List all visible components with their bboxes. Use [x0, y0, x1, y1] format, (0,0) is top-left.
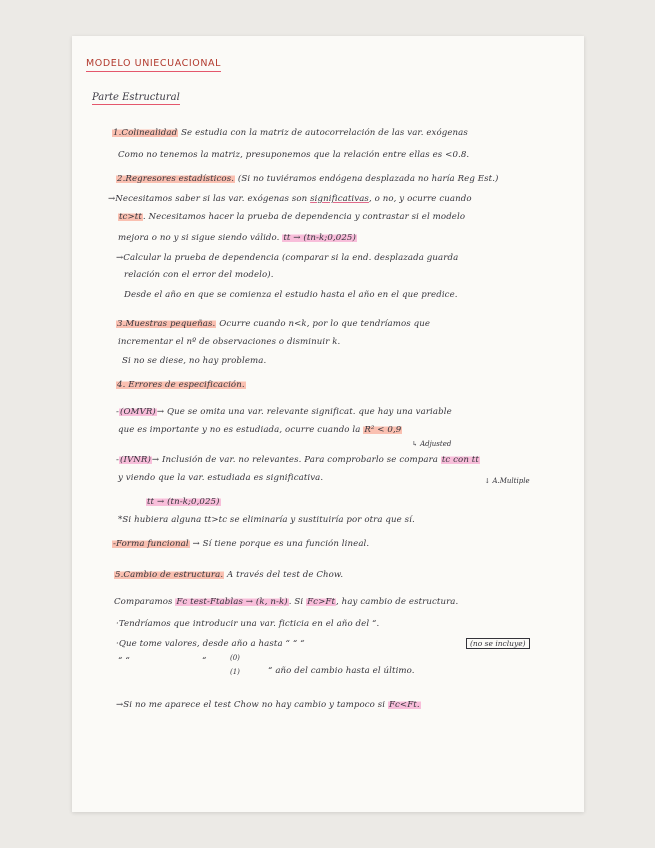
s5-heading: 5.Cambio de estructura.: [115, 570, 224, 580]
s4-line8: [112, 539, 369, 549]
s1-heading: 1.Colinealidad: [113, 128, 178, 138]
s5-value-0: (0): [230, 654, 240, 662]
notebook-page: [72, 36, 584, 812]
s2-line4: →Calcular la prueba de dependencia (comparar si la end. desplazada guarda: [116, 253, 459, 263]
s2-line1: [108, 194, 472, 204]
s4-omvr: (OMVR): [120, 407, 156, 417]
s4-l1a: -: [116, 407, 120, 417]
s4-line2: [118, 425, 402, 435]
s4-forma-funcional: -Forma funcional: [113, 539, 189, 549]
s2-line0: [116, 174, 499, 184]
s5-line2: [114, 597, 458, 607]
s5-line4: ·Que tome valores, desde año a hasta “ “ “: [116, 639, 305, 649]
s5-line6: “ año del cambio hasta el último.: [268, 666, 415, 676]
s4-line5: y viendo que la var. estudiada es significativa.: [118, 473, 324, 483]
s5-no-se-incluye-box: (no se incluye): [466, 638, 530, 649]
s4-heading-line: [116, 380, 246, 390]
s2-rest: (Si no tuviéramos endógena desplazada no haría Reg Est.): [237, 174, 499, 184]
s4-line6: [146, 497, 221, 507]
s5-l2c: . Si: [288, 597, 307, 607]
s2-l2b: . Necesitamos hacer la prueba de dependencia y contrastar si el modelo: [142, 212, 466, 222]
s2-l1c: , o no, y ocurre cuando: [368, 194, 472, 204]
s4-l4a: -: [116, 455, 120, 465]
s2-tc-gt-tt: tc>tt: [119, 212, 142, 222]
s5-fc-lt-ft: Fc<Ft.: [388, 700, 420, 710]
s5-l2e: , hay cambio de estructura.: [336, 597, 459, 607]
s3-line1: [116, 319, 430, 329]
s1-line1: [112, 128, 468, 138]
s2-heading: 2.Regresores estadísticos.: [117, 174, 235, 184]
s4-l1c: → Que se omita una var. relevante significat. que hay una variable: [156, 407, 452, 417]
s2-line2: [118, 212, 465, 222]
s4-heading: 4. Errores de especificación.: [117, 380, 245, 390]
s5-ditto-left: “ “: [118, 656, 130, 666]
s1-rest: Se estudia con la matriz de autocorrelación de las var. exógenas: [181, 128, 468, 138]
s2-tt-formula: tt → (tn-k;0,025): [283, 233, 356, 243]
s5-line3: ·Tendríamos que introducir una var. ficticia en el año del “.: [116, 619, 380, 629]
page-title: MODELO UNIECUACIONAL: [86, 58, 221, 72]
s4-l4c: → Inclusión de var. no relevantes. Para comprobarlo se compara: [151, 455, 441, 465]
s3-heading: 3.Muestras pequeñas.: [117, 319, 216, 329]
s4-tc-tt: tc con tt: [441, 455, 479, 465]
s5-line1: [114, 570, 343, 580]
s3-line3: Si no se diese, no hay problema.: [122, 356, 267, 366]
s4-adjusted-note: ↳ Adjusted: [412, 440, 452, 448]
s4-line7: *Si hubiera alguna tt>tc se eliminaría y sustituiría por otra que sí.: [118, 515, 415, 525]
s2-l1a: →Necesitamos saber si las var. exógenas son: [108, 194, 311, 204]
s1-line2: Como no tenemos la matriz, presuponemos que la relación entre ellas es <0.8.: [118, 150, 470, 160]
s4-l2a: que es importante y no es estudiada, ocurre cuando la: [118, 425, 364, 435]
s4-multiple-note: ↓ A.Multiple: [484, 477, 530, 485]
s2-l3a: mejora o no y si sigue siendo válido.: [118, 233, 283, 243]
s5-l2a: Comparamos: [114, 597, 176, 607]
s2-l1b: significativas: [310, 194, 369, 204]
s5-value-1: (1): [230, 668, 240, 676]
s4-line1: [116, 407, 452, 417]
s5-rest: A través del test de Chow.: [224, 570, 344, 580]
s4-r2: R² < 0,9: [364, 425, 402, 435]
s2-line3: [118, 233, 357, 243]
s4-tt-formula: tt → (tn-k;0,025): [147, 497, 220, 507]
s3-line2: incrementar el nº de observaciones o disminuir k.: [118, 337, 341, 347]
s4-line4: [116, 455, 480, 465]
s5-ditto-mid: “: [202, 656, 207, 666]
s5-fc-gt-ft: Fc>Ft: [307, 597, 336, 607]
s5-fc-formula: Fc test-Ftablas → (k, n-k): [176, 597, 288, 607]
s2-line6: Desde el año en que se comienza el estudio hasta el año en el que predice.: [124, 290, 458, 300]
section-subtitle: Parte Estructural: [92, 92, 180, 103]
s5-l7a: →Si no me aparece el test Chow no hay cambio y tampoco si: [116, 700, 388, 710]
s3-rest: Ocurre cuando n<k, por lo que tendríamos que: [216, 319, 431, 329]
s5-line7: [116, 700, 421, 710]
s2-line5: relación con el error del modelo).: [124, 270, 274, 280]
s4-l8b: → Sí tiene porque es una función lineal.: [189, 539, 370, 549]
s4-ivnr: (IVNR): [120, 455, 151, 465]
